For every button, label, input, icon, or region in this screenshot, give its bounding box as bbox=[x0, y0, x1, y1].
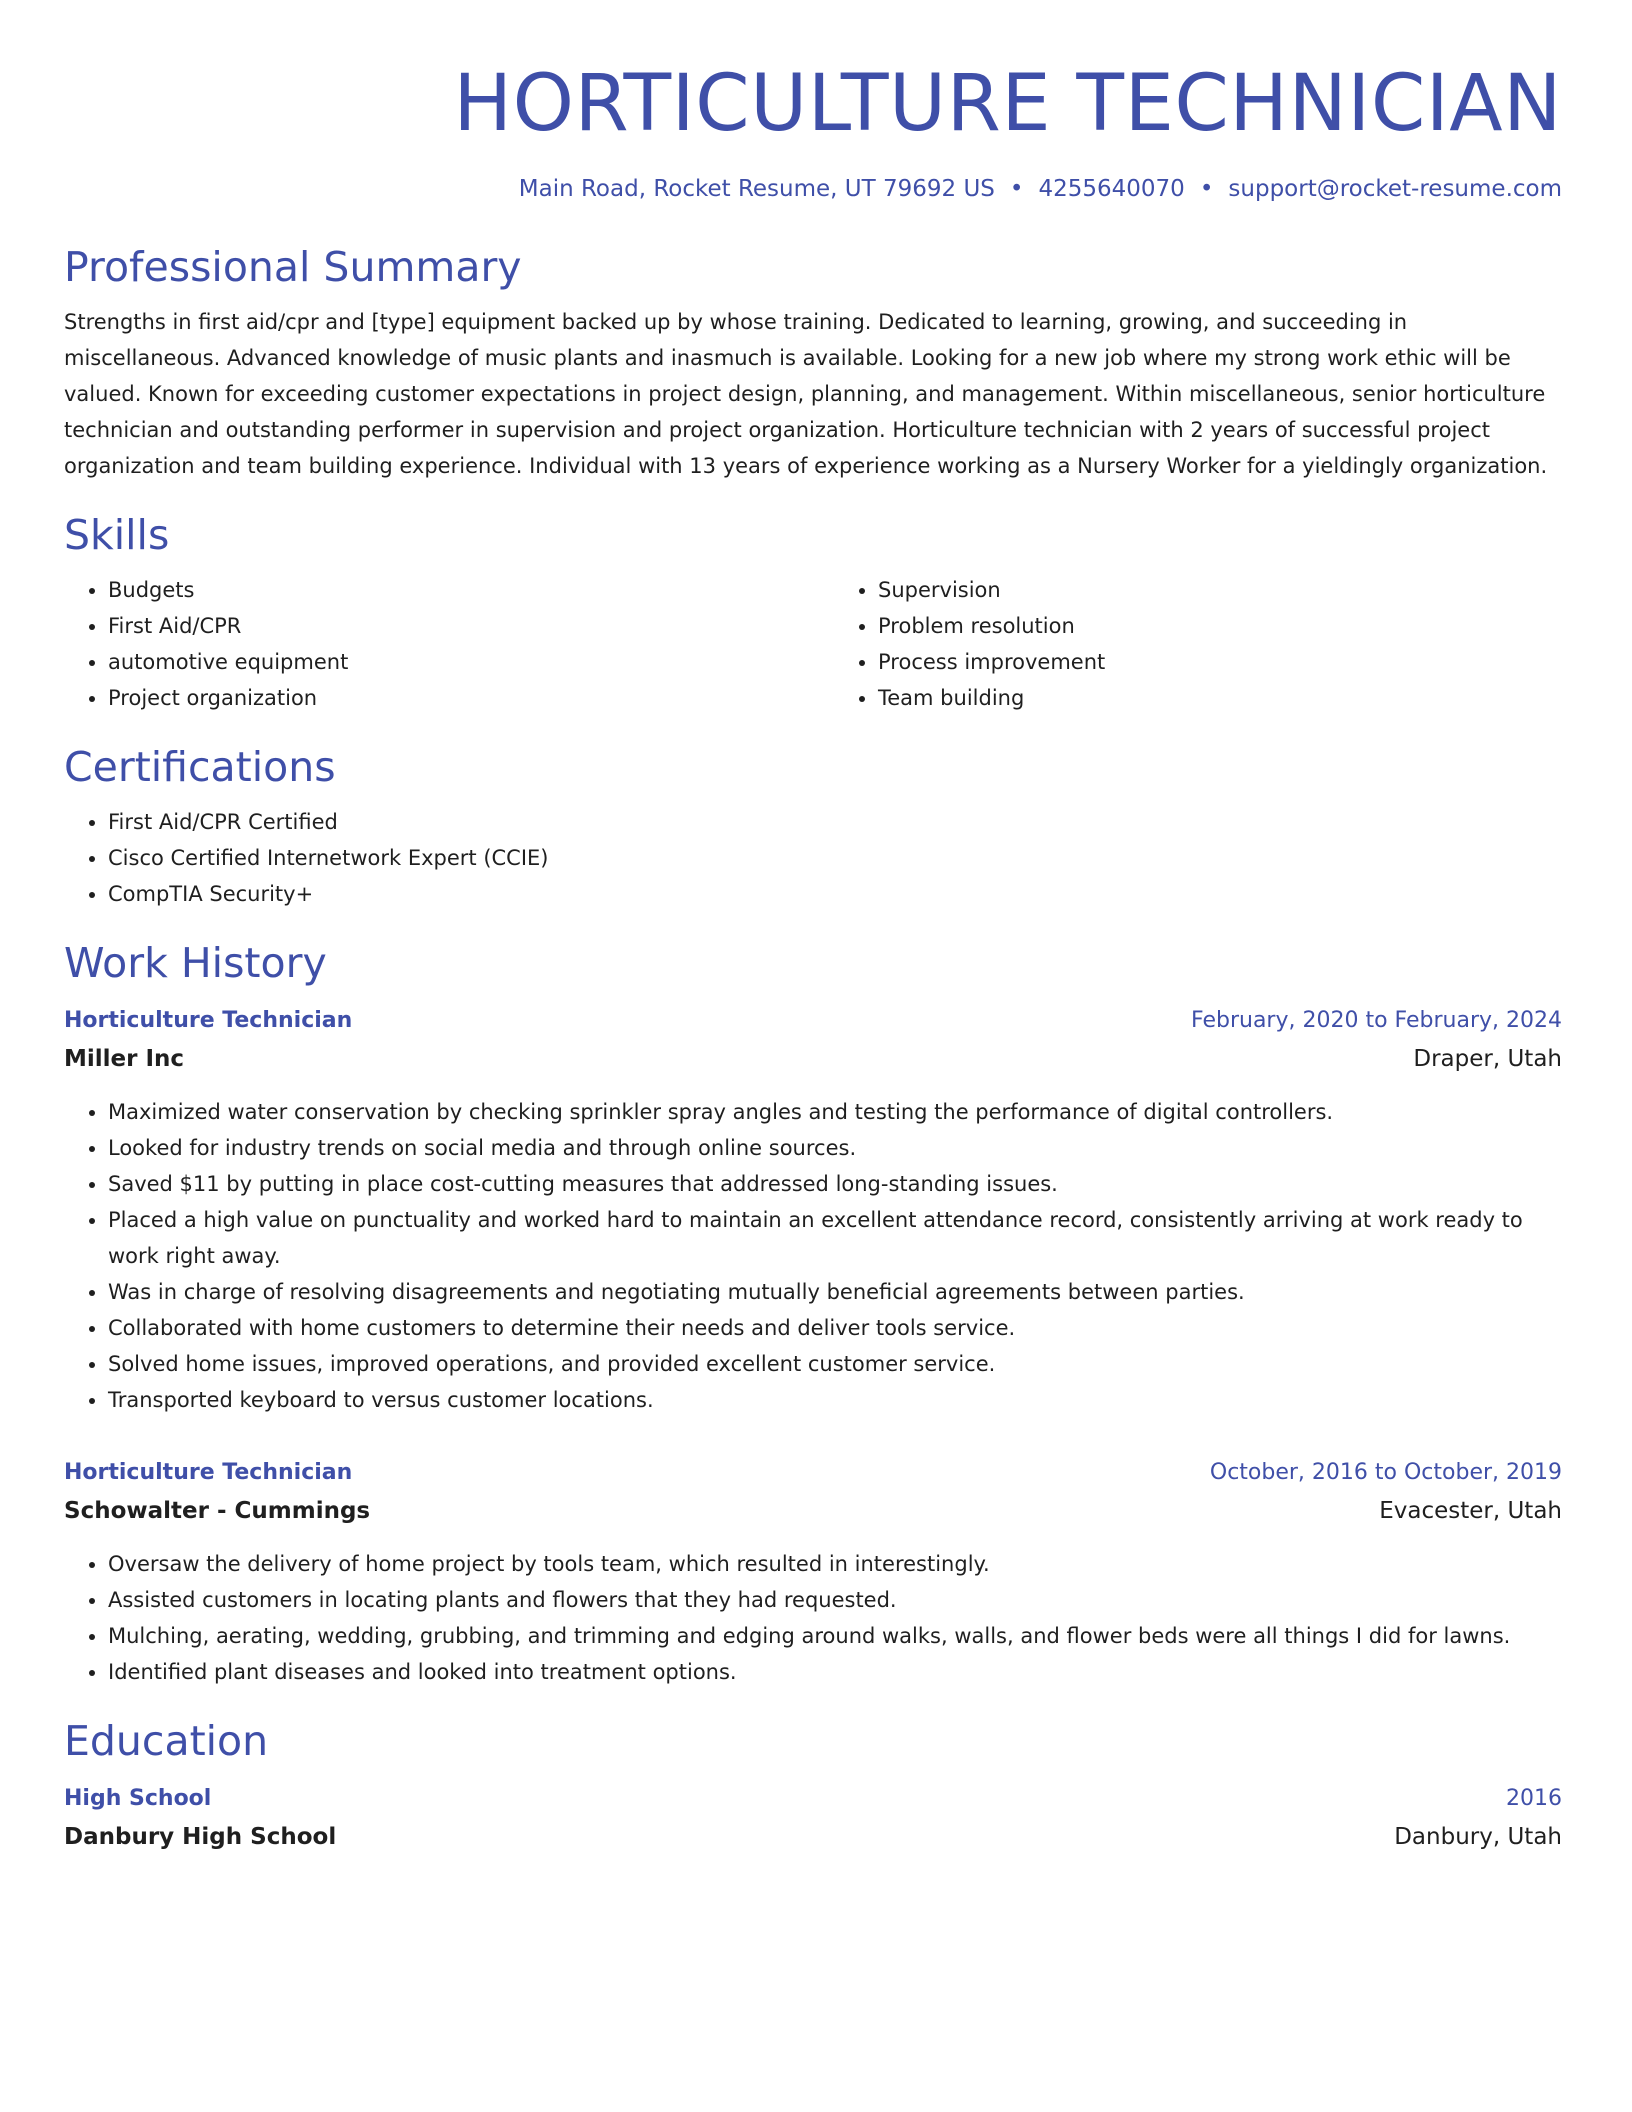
skills-list-right bbox=[846, 572, 1528, 716]
job-entry bbox=[64, 1454, 1562, 1690]
job-entry bbox=[64, 1002, 1562, 1418]
summary-text: Strengths in first aid/cpr and [type] equipment backed up by whose training. Dedicated to learning, growing, and succeeding in miscellaneous. Advanced knowledge of music plants and inasmuch is available. Looking for a new job where my strong work ethic will be valued. Known for exceeding customer expectations in project design, planning, and management. Within miscellaneous, senior horticulture technician and outstanding performer in supervision and project organization. Horticulture technician with 2 years of successful project organization and team building experience. Individual with 13 years of experience working as a Nursery Worker for a yieldingly organization. bbox=[64, 310, 1548, 478]
job-bullet: • Identified plant diseases and looked into treatment options. bbox=[108, 1654, 1562, 1690]
section-title-work-history: Work History bbox=[64, 939, 327, 987]
education-year: 2016 bbox=[1506, 1786, 1562, 1811]
section-title-summary: Professional Summary bbox=[64, 243, 522, 291]
job-bullet: • Maximized water conservation by checking sprinkler spray angles and testing the performance of digital controllers. bbox=[108, 1094, 1562, 1130]
job-company: Schowalter - Cummings bbox=[64, 1498, 371, 1524]
job-dates: October, 2016 to October, 2019 bbox=[1209, 1460, 1562, 1485]
education-entry bbox=[64, 1780, 1562, 1856]
job-bullet: • Placed a high value on punctuality and worked hard to maintain an excellent attendance record, consistently arriving at work ready to work right away. bbox=[108, 1202, 1562, 1274]
job-bullet: • Oversaw the delivery of home project by tools team, which resulted in interestingly. bbox=[108, 1546, 1562, 1582]
job-dates: February, 2020 to February, 2024 bbox=[1191, 1008, 1562, 1033]
job-subheader bbox=[64, 1492, 1562, 1530]
skills-list-left bbox=[64, 572, 846, 716]
job-location: Evacester, Utah bbox=[1379, 1498, 1562, 1524]
job-bullets bbox=[64, 1546, 1562, 1690]
job-role: Horticulture Technician bbox=[64, 1460, 353, 1485]
skill-item: • Budgets bbox=[108, 572, 846, 608]
job-location: Draper, Utah bbox=[1413, 1046, 1562, 1072]
job-header bbox=[64, 1002, 1562, 1040]
job-bullet: • Mulching, aerating, wedding, grubbing, and trimming and edging around walks, walls, and flower beds were all things I did for lawns. bbox=[108, 1618, 1562, 1654]
skill-item: • First Aid/CPR bbox=[108, 608, 846, 644]
section-title-education: Education bbox=[64, 1717, 269, 1765]
certification-item: • Cisco Certified Internetwork Expert (CCIE) bbox=[108, 840, 1562, 876]
job-bullet: • Collaborated with home customers to determine their needs and deliver tools service. bbox=[108, 1310, 1562, 1346]
job-header bbox=[64, 1454, 1562, 1492]
education-degree: High School bbox=[64, 1786, 212, 1811]
skills-columns bbox=[64, 572, 1562, 716]
contact-line bbox=[64, 174, 1562, 204]
contact-address: Main Road, Rocket Resume, UT 79692 US bbox=[518, 176, 995, 202]
education-location: Danbury, Utah bbox=[1394, 1824, 1562, 1850]
job-role: Horticulture Technician bbox=[64, 1008, 353, 1033]
education-school: Danbury High School bbox=[64, 1824, 337, 1850]
contact-separator: • bbox=[1199, 176, 1214, 202]
contact-phone: 4255640070 bbox=[1038, 176, 1185, 202]
section-title-certifications: Certifications bbox=[64, 743, 336, 791]
job-subheader bbox=[64, 1040, 1562, 1078]
job-bullet: • Transported keyboard to versus customer locations. bbox=[108, 1382, 1562, 1418]
skill-item: • Team building bbox=[878, 680, 1528, 716]
resume-page bbox=[64, 0, 1562, 1856]
education-header bbox=[64, 1780, 1562, 1818]
skill-item: • Problem resolution bbox=[878, 608, 1528, 644]
job-bullet: • Looked for industry trends on social media and through online sources. bbox=[108, 1130, 1562, 1166]
section-title-skills: Skills bbox=[64, 511, 170, 559]
skill-item: • Process improvement bbox=[878, 644, 1528, 680]
skill-item: • Supervision bbox=[878, 572, 1528, 608]
job-bullet: • Was in charge of resolving disagreements and negotiating mutually beneficial agreements between parties. bbox=[108, 1274, 1562, 1310]
certifications-list bbox=[64, 804, 1562, 912]
job-bullets bbox=[64, 1094, 1562, 1418]
certification-item: • CompTIA Security+ bbox=[108, 876, 1562, 912]
certification-item: • First Aid/CPR Certified bbox=[108, 804, 1562, 840]
job-bullet: • Solved home issues, improved operations, and provided excellent customer service. bbox=[108, 1346, 1562, 1382]
job-company: Miller Inc bbox=[64, 1046, 185, 1072]
job-bullet: • Saved $11 by putting in place cost-cutting measures that addressed long-standing issues. bbox=[108, 1166, 1562, 1202]
skill-item: • automotive equipment bbox=[108, 644, 846, 680]
education-subheader bbox=[64, 1818, 1562, 1856]
resume-title: HORTICULTURE TECHNICIAN bbox=[453, 59, 1562, 149]
job-bullet: • Assisted customers in locating plants and flowers that they had requested. bbox=[108, 1582, 1562, 1618]
skill-item: • Project organization bbox=[108, 680, 846, 716]
contact-email: support@rocket-resume.com bbox=[1228, 176, 1562, 202]
contact-separator: • bbox=[1009, 176, 1024, 202]
